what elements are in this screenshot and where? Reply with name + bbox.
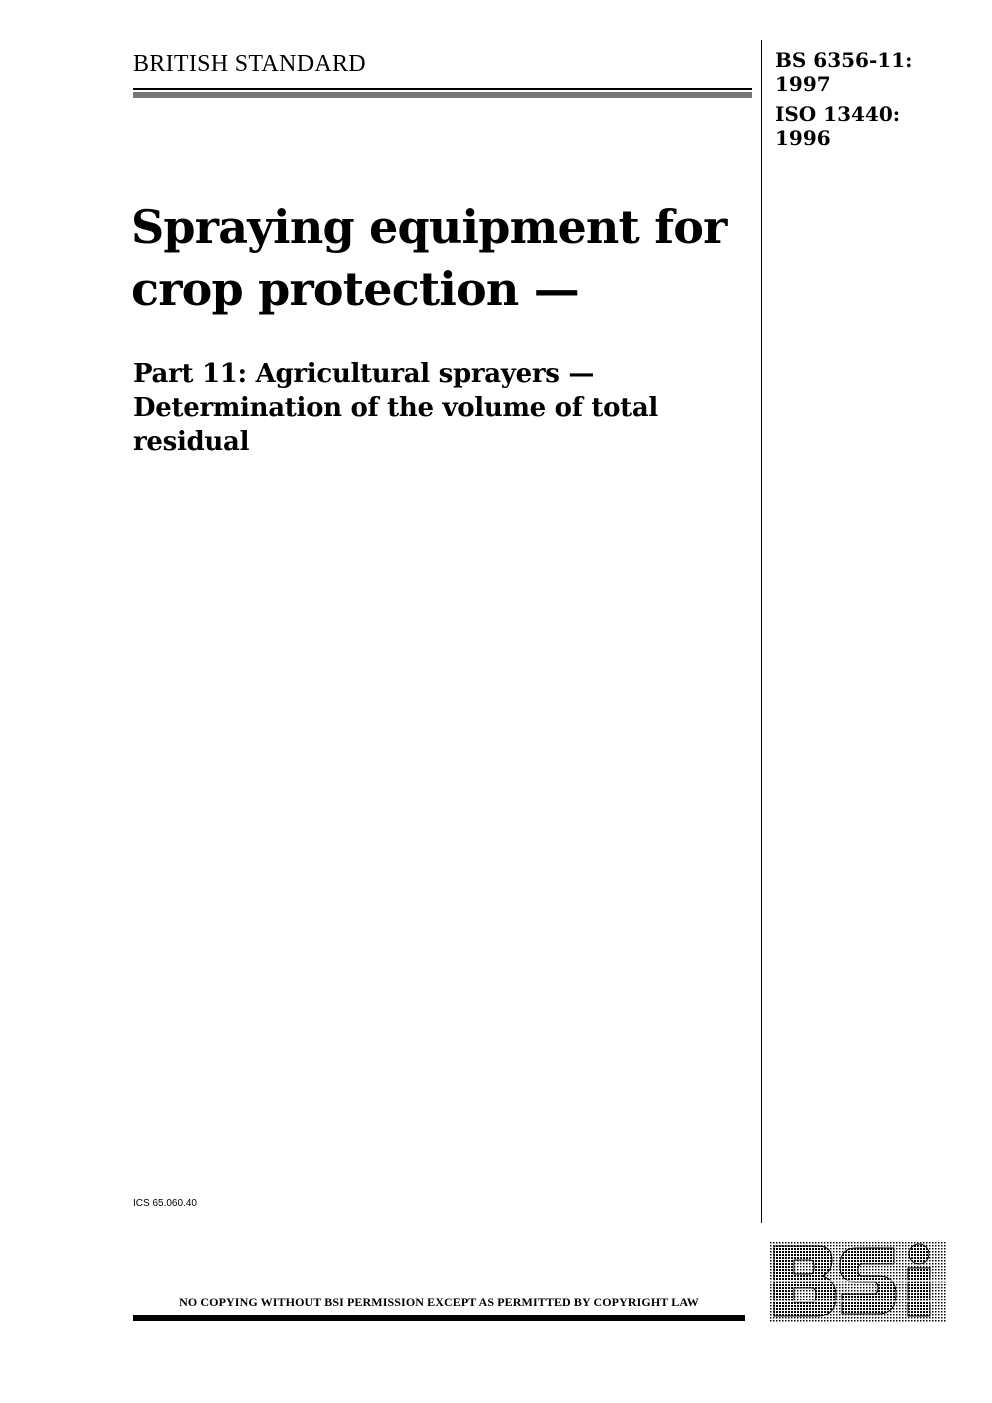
header-rule — [133, 88, 752, 98]
iso-number-line2: 1996 — [775, 126, 831, 150]
header-rule-thick — [133, 92, 752, 98]
title-line1: Spraying equipment for — [131, 200, 727, 254]
title-line2: crop protection — — [131, 262, 579, 316]
document-subtitle — [133, 357, 753, 459]
bs-number-line1: BS 6356-11: — [775, 48, 913, 72]
iso-number — [775, 102, 975, 150]
copyright-notice: NO COPYING WITHOUT BSI PERMISSION EXCEPT AS PERMITTED BY COPYRIGHT LAW — [179, 1295, 699, 1309]
document-type-label: BRITISH STANDARD — [133, 51, 366, 77]
bs-number — [775, 48, 975, 96]
bsi-logo-icon — [770, 1242, 946, 1322]
subtitle-line1: Part 11: Agricultural sprayers — — [133, 359, 595, 389]
subtitle-line3: residual — [133, 427, 250, 457]
iso-number-line1: ISO 13440: — [775, 102, 901, 126]
standard-numbers — [775, 48, 975, 156]
bs-number-line2: 1997 — [775, 72, 831, 96]
bottom-rule — [133, 1315, 745, 1321]
document-title — [131, 196, 756, 320]
ics-code: ICS 65.060.40 — [133, 1198, 197, 1209]
vertical-divider — [761, 40, 762, 1223]
subtitle-line2: Determination of the volume of total — [133, 393, 658, 423]
header-rule-thin — [133, 88, 752, 90]
